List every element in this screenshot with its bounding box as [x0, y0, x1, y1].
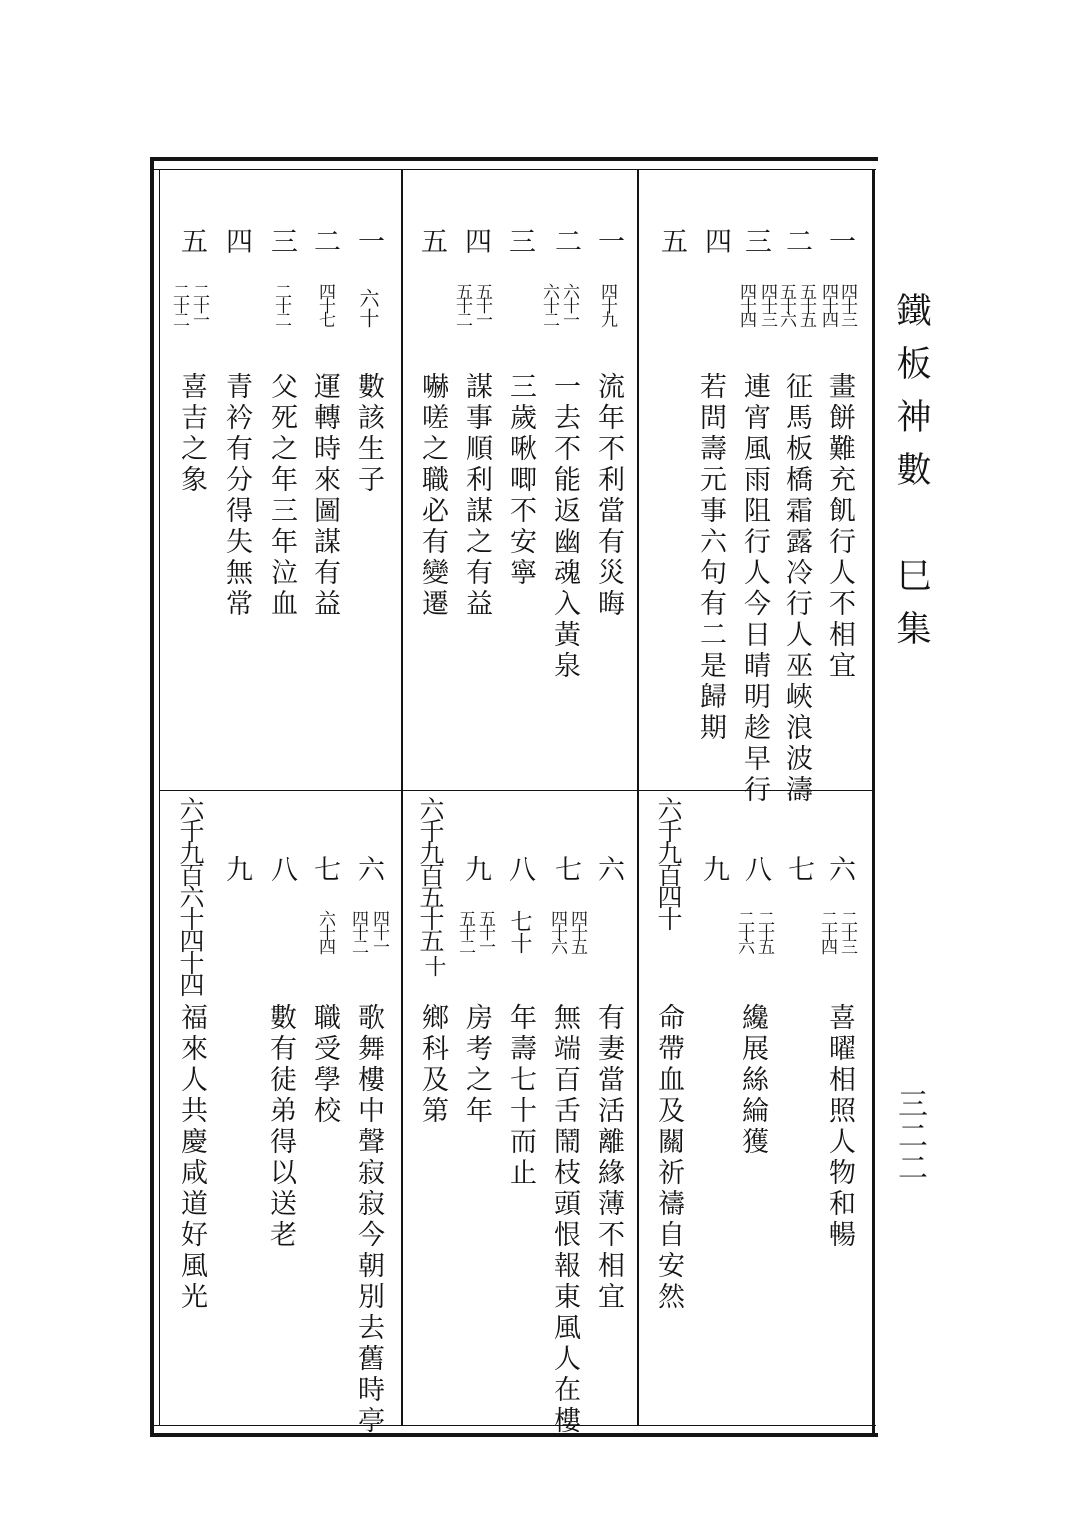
grand-number: 六千九百六十四十四 — [176, 796, 205, 994]
entry-text: 房考之年 — [461, 1003, 492, 1127]
entry-text: 無端百舌鬧枝頭恨報東風人在樓 — [549, 1003, 580, 1437]
entry-number: 八 — [266, 855, 297, 882]
entry-number: 八 — [504, 855, 535, 882]
entry-text: 年壽七十而止 — [505, 1003, 536, 1189]
entry-number: 二 — [781, 227, 812, 254]
page-number: 三二二 — [892, 1088, 927, 1184]
entry-code: 二十二 — [169, 283, 189, 325]
entry-number: 六 — [353, 855, 384, 882]
entry-code: 二十六 — [734, 910, 754, 952]
entry-text: 謀事順利謀之有益 — [461, 372, 492, 620]
entry-code: 四十九 — [597, 283, 617, 325]
book-title: 鐵板神數 巳集 — [891, 292, 931, 663]
entry-code: 五十一 — [475, 910, 495, 952]
entry-code: 六十 — [356, 288, 380, 328]
entry-code: 五十五 — [796, 283, 816, 325]
grand-number: 六千九百五十五 — [416, 796, 445, 950]
entry-number: 一 — [593, 227, 624, 254]
entry-code: 五十六 — [776, 283, 796, 325]
entry-number: 二 — [309, 227, 340, 254]
entry-number: 五 — [656, 227, 687, 254]
entry-code: 七十 — [507, 910, 532, 954]
entry-code: 二十四 — [817, 910, 837, 952]
entry-text: 數有徒弟得以送老 — [265, 1003, 296, 1251]
frame-bottom-rule — [150, 1433, 878, 1437]
entry-number: 一 — [824, 227, 855, 254]
entry-text: 征馬板橋霜露冷行人巫峽浪波濤 — [781, 372, 812, 806]
entry-text: 鄉科及第 — [417, 1003, 448, 1127]
entry-text: 若問壽元事六句有二是歸期 — [695, 372, 726, 744]
entry-number: 五 — [416, 227, 447, 254]
frame-right-rule — [872, 170, 875, 1433]
entry-code: 五十二 — [455, 910, 475, 952]
entry-code: 四十二 — [348, 910, 368, 952]
entry-text: 數該生子 — [353, 372, 384, 496]
entry-text: 青衿有分得失無常 — [221, 372, 252, 620]
entry-number: 九 — [221, 855, 252, 882]
entry-number: 二 — [550, 227, 581, 254]
entry-code: 二十五 — [754, 910, 774, 952]
entry-text: 喜吉之象 — [176, 372, 207, 496]
mid-rule-left — [160, 790, 401, 791]
entry-number: 一 — [353, 227, 384, 254]
frame-left-inner-rule — [159, 169, 160, 1426]
entry-text: 運轉時來圖謀有益 — [309, 372, 340, 620]
entry-code: 六十一 — [559, 283, 579, 325]
entry-text: 連宵風雨阻行人今日晴明趁早行 — [739, 372, 770, 806]
entry-text: 嚇嗟之職必有變遷 — [417, 372, 448, 620]
entry-text: 一去不能返幽魂入黃泉 — [549, 372, 580, 682]
entry-code: 四十四 — [736, 283, 756, 325]
entry-number: 八 — [740, 855, 771, 882]
entry-code: 四十六 — [547, 910, 567, 952]
frame-bottom-inner-rule — [150, 1425, 876, 1426]
entry-number: 六 — [824, 855, 855, 882]
entry-number: 七 — [550, 855, 581, 882]
entry-number: 三 — [740, 227, 771, 254]
entry-text: 喜曜相照人物和暢 — [824, 1003, 855, 1251]
entry-text: 三歲啾唧不安寧 — [505, 372, 536, 589]
entry-number: 七 — [783, 855, 814, 882]
entry-text: 職受學校 — [309, 1003, 340, 1127]
entry-text: 流年不利當有災晦 — [593, 372, 624, 620]
entry-code: 十 — [421, 955, 446, 977]
entry-number: 七 — [309, 855, 340, 882]
entry-text: 命帶血及關祈禱自安然 — [653, 1003, 684, 1313]
entry-code: 四十三 — [757, 283, 777, 325]
entry-text: 有妻當活離緣薄不相宜 — [593, 1003, 624, 1313]
entry-number: 六 — [593, 855, 624, 882]
entry-code: 四十四 — [818, 283, 838, 325]
entry-code: 二十三 — [837, 910, 857, 952]
entry-code: 五十一 — [472, 283, 492, 325]
frame-top-rule — [152, 157, 878, 161]
entry-code: 六十四 — [315, 910, 335, 952]
entry-code: 四十一 — [369, 910, 389, 952]
frame-top-inner-rule — [154, 169, 876, 170]
entry-number: 九 — [460, 855, 491, 882]
entry-text: 纔展絲綸獲 — [737, 1003, 768, 1158]
entry-number: 九 — [698, 855, 729, 882]
entry-text: 歌舞樓中聲寂寂今朝別去舊時亭 — [353, 1003, 384, 1437]
entry-text: 畫餅難充飢行人不相宜 — [824, 372, 855, 682]
entry-number: 四 — [700, 227, 731, 254]
entry-number: 四 — [460, 227, 491, 254]
entry-code: 五十二 — [452, 283, 472, 325]
frame-left-rule — [150, 157, 154, 1437]
grand-number: 六千九百四十 — [654, 796, 683, 928]
entry-number: 三 — [504, 227, 535, 254]
entry-code: 四十三 — [837, 283, 857, 325]
entry-code: 四十五 — [567, 910, 587, 952]
entry-code: 二十一 — [189, 283, 209, 325]
entry-code: 二十二 — [271, 283, 291, 325]
column-divider-right — [637, 169, 639, 1426]
entry-code: 四十七 — [315, 283, 335, 325]
entry-text: 父死之年三年泣血 — [266, 372, 297, 620]
entry-number: 三 — [266, 227, 297, 254]
column-divider-left — [401, 169, 403, 1426]
entry-text: 福來人共慶咸道好風光 — [176, 1003, 207, 1313]
entry-number: 四 — [221, 227, 252, 254]
mid-rule-middle — [403, 790, 637, 791]
entry-code: 六十二 — [539, 283, 559, 325]
entry-number: 五 — [176, 227, 207, 254]
